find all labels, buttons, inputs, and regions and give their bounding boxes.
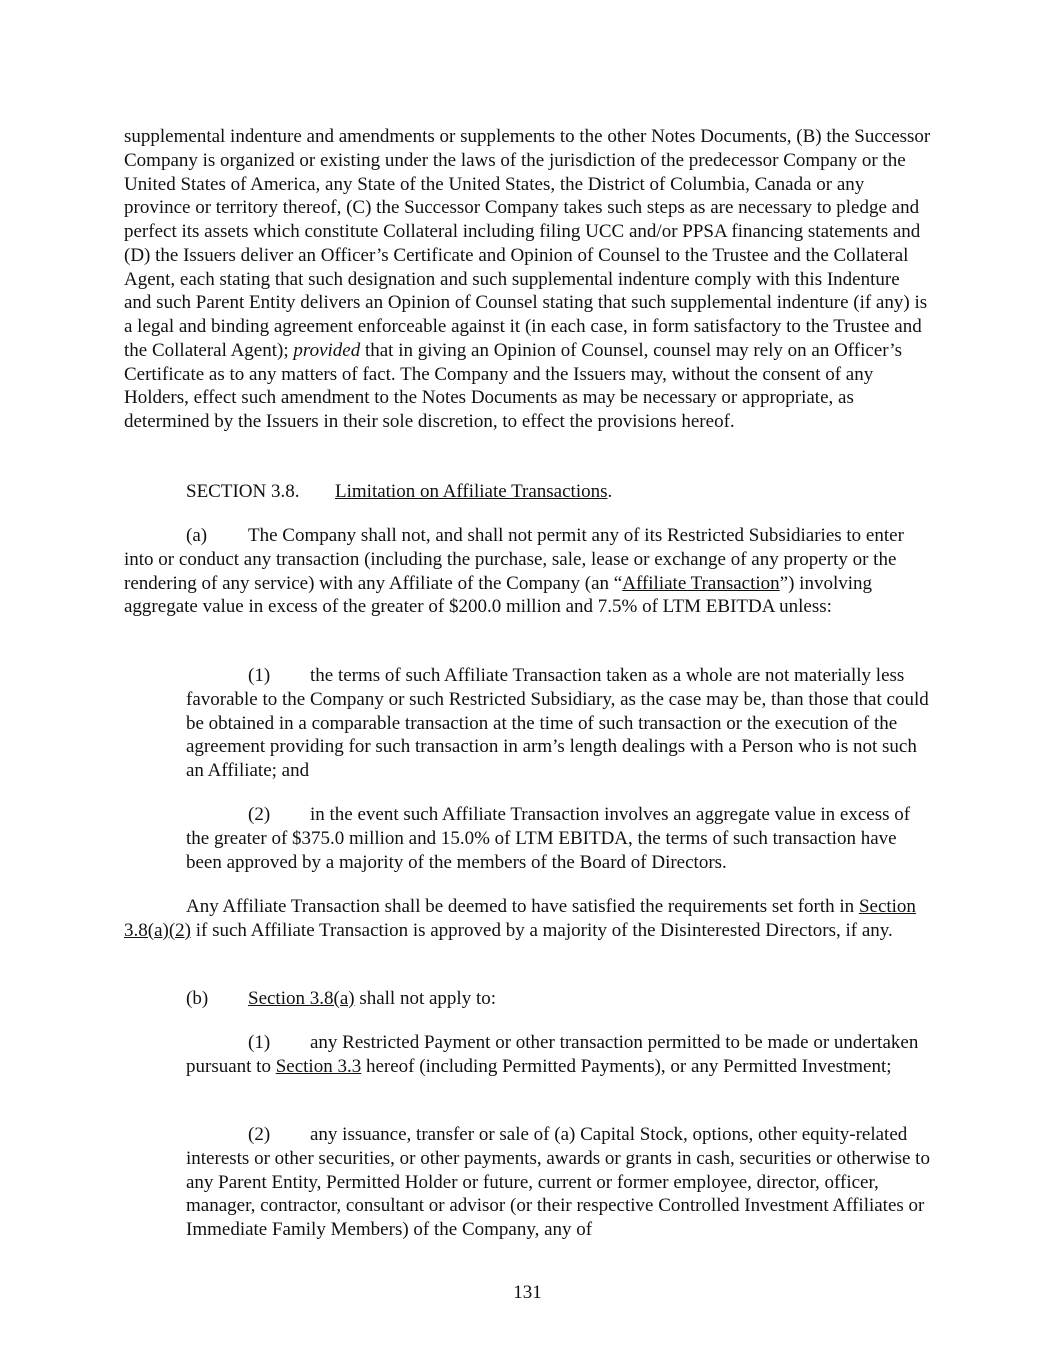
section-number: SECTION 3.8.: [186, 481, 300, 502]
page-number: 131: [513, 1282, 542, 1303]
clause-a-text-tail: ”) involving aggregate value in excess of the greater of $200.0 million and 7.5% of LTM EBITDA unless:: [124, 572, 873, 618]
clause-a-1-text: the terms of such Affiliate Transaction taken as a whole are not materially less favorable to the Company or such Restricted Subsidiary, as the case may be, than those that could be obtained in a comparable transaction at the time of such transaction or the execution of the agreement providing for such transaction in arm’s length dealings with a Person who is not such an Affiliate; and: [186, 665, 929, 781]
section-heading: [186, 480, 931, 504]
paragraph-text-tail: if such Affiliate Transaction is approved by a majority of the Disinterested Directors, if any.: [191, 919, 893, 941]
paragraph-b: [124, 987, 931, 1011]
clause-marker-b-1: (1): [248, 1032, 271, 1053]
paragraph-b-1: [186, 1031, 931, 1079]
paragraph-a: [124, 524, 931, 619]
clause-marker-a-2: (2): [248, 804, 271, 825]
clause-marker-b-2: (2): [248, 1124, 271, 1145]
defined-term-affiliate-transaction: Affiliate Transaction: [622, 572, 780, 594]
paragraph-any-affiliate: [124, 895, 931, 943]
paragraph-text: Any Affiliate Transaction shall be deemed to have satisfied the requirements set forth in: [186, 896, 859, 917]
cross-reference-3-8-a: Section 3.8(a): [248, 988, 355, 1009]
italic-proviso: provided: [293, 339, 361, 361]
clause-a-2-text: in the event such Affiliate Transaction involves an aggregate value in excess of the greater of $375.0 million and 15.0% of LTM EBITDA, the terms of such transaction have been approved by a majority of the members of the Board of Directors.: [186, 804, 911, 873]
paragraph-text-tail: that in giving an Opinion of Counsel, counsel may rely on an Officer’s Certificate as to any matters of fact. The Company and the Issuers may, without the consent of any Holders, effect such amendment to the Notes Documents as may be necessary or appropriate, as determined by the Issuers in their sole discretion, to effect the provisions hereof.: [124, 339, 902, 432]
section-title: Limitation on Affiliate Transactions: [335, 481, 608, 502]
clause-marker-b: (b): [186, 988, 209, 1009]
clause-a-text: The Company shall not, and shall not permit any of its Restricted Subsidiaries to enter into or conduct any transaction (including the purchase, sale, lease or exchange of any property or the rendering of any service) with any Affiliate of the Company (an “: [124, 525, 904, 594]
clause-b-1-text: any Restricted Payment or other transaction permitted to be made or undertaken pursuant to: [186, 1032, 919, 1077]
clause-b-text: shall not apply to:: [354, 988, 497, 1009]
clause-marker-a-1: (1): [248, 665, 271, 686]
clause-b-2-text: any issuance, transfer or sale of (a) Capital Stock, options, other equity-related interests or other securities, or other payments, awards or grants in cash, securities or otherwise to any Parent Entity, Permitted Holder or future, current or former employee, director, officer, manager, contractor, consultant or advisor (or their respective Controlled Investment Affiliates or Immediate Family Members) of the Company, any of: [186, 1124, 930, 1240]
cross-reference-3-8-a-2: Section 3.8(a)(2): [124, 896, 916, 941]
paragraph-successor-company: [124, 125, 931, 434]
section-title-period: .: [607, 481, 613, 502]
paragraph-b-2: [186, 1123, 931, 1242]
clause-b-1-text-tail: hereof (including Permitted Payments), or any Permitted Investment;: [361, 1055, 892, 1077]
paragraph-a-1: [186, 664, 931, 783]
cross-reference-3-3: Section 3.3: [275, 1055, 362, 1077]
paragraph-text: supplemental indenture and amendments or supplements to the other Notes Documents, (B) the Successor Company is organized or existing under the laws of the jurisdiction of the predecessor Company or the United States of America, any State of the United States, the District of Columbia, Canada or any province or territory thereof, (C) the Successor Company takes such steps as are necessary to pledge and perfect its assets which constitute Collateral including filing UCC and/or PPSA financing statements and (D) the Issuers deliver an Officer’s Certificate and Opinion of Counsel to the Trustee and the Collateral Agent, each stating that such designation and such supplemental indenture comply with this Indenture and such Parent Entity delivers an Opinion of Counsel stating that such supplemental indenture (if any) is a legal and binding agreement enforceable against it (in each case, in form satisfactory to the Trustee and the Collateral Agent);: [124, 126, 931, 361]
clause-marker-a: (a): [186, 525, 208, 546]
paragraph-a-2: [186, 803, 931, 874]
